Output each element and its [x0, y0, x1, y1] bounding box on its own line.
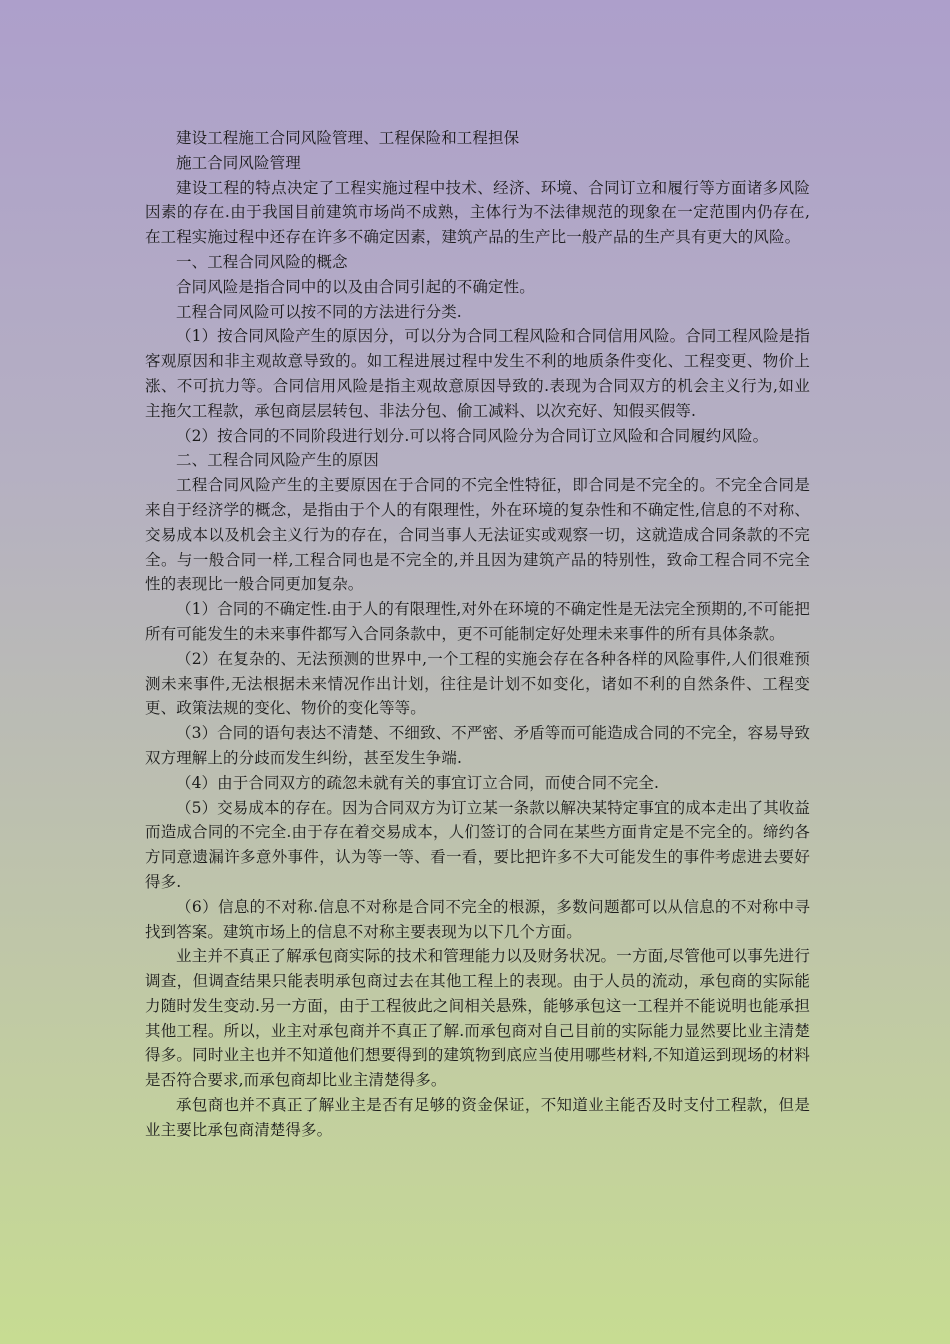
paragraph: （2）在复杂的、无法预测的世界中,一个工程的实施会存在各种各样的风险事件,人们很难预测未来事件,无法根据未来情况作出计划，往往是计划不如变化，诸如不利的自然条件、工程变更、政策法规的变化、物价的变化等等。 — [145, 649, 810, 718]
section-heading: 一、工程合同风险的概念 — [176, 252, 348, 271]
paragraph: （2）按合同的不同阶段进行划分.可以将合同风险分为合同订立风险和合同履约风险。 — [176, 426, 769, 445]
paragraph: 业主并不真正了解承包商实际的技术和管理能力以及财务状况。一方面,尽管他可以事先进行调查，但调查结果只能表明承包商过去在其他工程上的表现。由于人员的流动，承包商的实际能力随时发生变动.另一方面，由于工程彼此之间相关悬殊，能够承包这一工程并不能说明也能承担其他工程。所以，业主对承包商并不真正了解.而承包商对自己目前的实际能力显然要比业主清楚得多。同时业主也并不知道他们想要得到的建筑物到底应当使用哪些材料,不知道运到现场的材料是否符合要求,而承包商却比业主清楚得多。 — [145, 947, 810, 1090]
document-body — [145, 126, 810, 1143]
paragraph: 合同风险是指合同中的以及由合同引起的不确定性。 — [176, 277, 535, 296]
section-heading: 二、工程合同风险产生的原因 — [176, 451, 379, 470]
paragraph: （4）由于合同双方的疏忽未就有关的事宜订立合同，而使合同不完全. — [176, 773, 659, 792]
paragraph: （1）合同的不确定性.由于人的有限理性,对外在环境的不确定性是无法完全预期的,不可能把所有可能发生的未来事件都写入合同条款中，更不可能制定好处理未来事件的所有具体条款。 — [145, 600, 810, 643]
doc-title: 建设工程施工合同风险管理、工程保险和工程担保 — [176, 129, 520, 147]
paragraph: （1）按合同风险产生的原因分，可以分为合同工程风险和合同信用风险。合同工程风险是指客观原因和非主观故意导致的。如工程进展过程中发生不利的地质条件变化、工程变更、物价上涨、不可抗力等。合同信用风险是指主观故意原因导致的.表现为合同双方的机会主义行为,如业主拖欠工程款，承包商层层转包、非法分包、偷工减料、以次充好、知假买假等. — [145, 327, 810, 420]
paragraph: 承包商也并不真正了解业主是否有足够的资金保证，不知道业主能否及时支付工程款，但是业主要比承包商清楚得多。 — [145, 1096, 810, 1139]
paragraph: （5）交易成本的存在。因为合同双方为订立某一条款以解决某特定事宜的成本走出了其收益而造成合同的不完全.由于存在着交易成本，人们签订的合同在某些方面肯定是不完全的。缔约各方同意遗漏许多意外事件，认为等一等、看一看，要比把许多不大可能发生的事件考虑进去要好得多. — [145, 798, 810, 891]
paragraph: 工程合同风险可以按不同的方法进行分类. — [176, 302, 462, 321]
paragraph: （3）合同的语句表达不清楚、不细致、不严密、矛盾等而可能造成合同的不完全，容易导致双方理解上的分歧而发生纠纷，甚至发生争端. — [145, 724, 810, 767]
section-heading: 施工合同风险管理 — [176, 153, 301, 172]
paragraph: （6）信息的不对称.信息不对称是合同不完全的根源，多数问题都可以从信息的不对称中寻找到答案。建筑市场上的信息不对称主要表现为以下几个方面。 — [145, 897, 810, 941]
paragraph: 工程合同风险产生的主要原因在于合同的不完全性特征，即合同是不完全的。不完全合同是来自于经济学的概念，是指由于个人的有限理性，外在环境的复杂性和不确定性,信息的不对称、交易成本以及机会主义行为的存在，合同当事人无法证实或观察一切，这就造成合同条款的不完全。与一般合同一样,工程合同也是不完全的,并且因为建筑产品的特别性，致命工程合同不完全性的表现比一般合同更加复杂。 — [145, 476, 810, 594]
paragraph: 建设工程的特点决定了工程实施过程中技术、经济、环境、合同订立和履行等方面诸多风险因素的存在.由于我国目前建筑市场尚不成熟，主体行为不法律规范的现象在一定范围内仍存在,在工程实施过程中还存在许多不确定因素，建筑产品的生产比一般产品的生产具有更大的风险。 — [145, 178, 810, 247]
